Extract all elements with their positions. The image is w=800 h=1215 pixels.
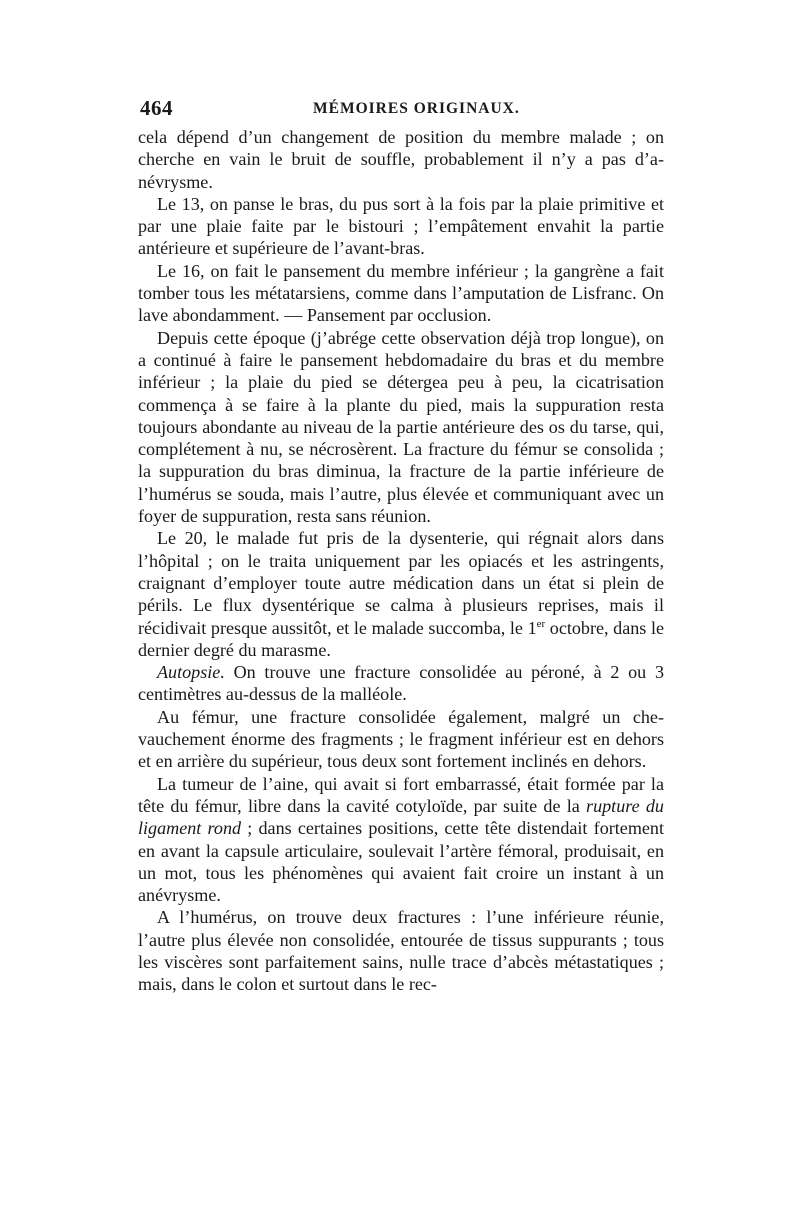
- paragraph-day-20: [138, 527, 664, 661]
- autopsy-heading: Autopsie.: [157, 662, 225, 683]
- running-title: MÉMOIRES ORIGINAUX.: [313, 100, 520, 117]
- running-header: [138, 96, 664, 126]
- page-number: 464: [140, 96, 173, 120]
- paragraph-femur: Au fémur, une fracture consolidée également, malgré un chevauchement énorme des fragments ; le fragment inférieur est en dehors et en arrière du supérieur, tous deux sont fortement inclinés en dehors.: [138, 706, 664, 772]
- day-20-text-end: octobre, dans le dernier degré du marasme.: [138, 617, 665, 660]
- paragraph-day-13: Le 13, on panse le bras, du pus sort à la fois par la plaie primitive et par une plaie faite par le bistouri ; l’empâtement envahit la partie antérieure et supérieure de l’avant-bras.: [138, 193, 664, 259]
- ligament-rupture-emphasis: rupture du ligament rond: [138, 795, 664, 839]
- autopsy-text: On trouve une fracture consolidée au péroné, à 2 ou 3 centimètres au-dessus de la malléole.: [138, 662, 664, 705]
- groin-tumor-text-end: ; dans certaines positions, cette tête distendait fortement en avant la capsule articulaire, soulevait l’artère fémoral, produisait, en un mot, tous les phénomènes qui avaient fait croire un instant à un anévrysme.: [138, 818, 664, 906]
- body-text: [138, 126, 664, 996]
- paragraph-humerus: A l’humérus, on trouve deux fractures : l’une inférieure réunie, l’autre plus élevée non consolidée, entourée de tissus suppurants ; tous les viscères sont parfaitement sains, nulle trace d’abcès métastatiques ; mais, dans le colon et surtout dans le rec-: [138, 907, 664, 995]
- paragraph-continuation: cela dépend d’un changement de position du membre malade ; on cherche en vain le bruit de souffle, probablement il n’y a pas d’anévrysme.: [138, 127, 664, 192]
- paragraph-day-16: Le 16, on fait le pansement du membre inférieur ; la gangrène a fait tomber tous les métatarsiens, comme dans l’amputation de Lisfranc. On lave abondamment. — Pansement par occlusion.: [138, 260, 664, 326]
- groin-tumor-text: La tumeur de l’aine, qui avait si fort embarrassé, était formée par la tête du fémur, libre dans la cavité cotyloïde, par suite de la: [138, 773, 664, 816]
- paragraph-autopsy: [138, 661, 664, 706]
- day-20-text: Le 20, le malade fut pris de la dysenterie, qui régnait alors dans l’hôpital ; on le traita uniquement par les opiacés et les astringents, craignant d’employer toute autre médication dans un état si plein de périls. Le flux dysentérique se calma à plusieurs reprises, mais il récidivait presque aussitôt, et le malade succomba, le 1: [138, 528, 664, 638]
- book-page: [138, 96, 664, 996]
- paragraph-progress: Depuis cette époque (j’abrége cette observation déjà trop longue), on a continué à faire le pansement hebdomadaire du bras et du membre inférieur ; la plaie du pied se détergea peu à peu, la cicatrisation commença à se faire à la plante du pied, mais la suppuration resta toujours abondante au niveau de la partie antérieure des os du tarse, qui, complétement à nu, se nécrosèrent. La fracture du fémur se consolida ; la suppuration du bras diminua, la fracture de la partie inférieure de l’humérus se souda, mais l’autre, plus élevée et communiquant avec un foyer de suppuration, resta sans réunion.: [138, 327, 664, 527]
- paragraph-groin-tumor: [138, 773, 664, 907]
- ordinal-superscript: er: [536, 617, 546, 630]
